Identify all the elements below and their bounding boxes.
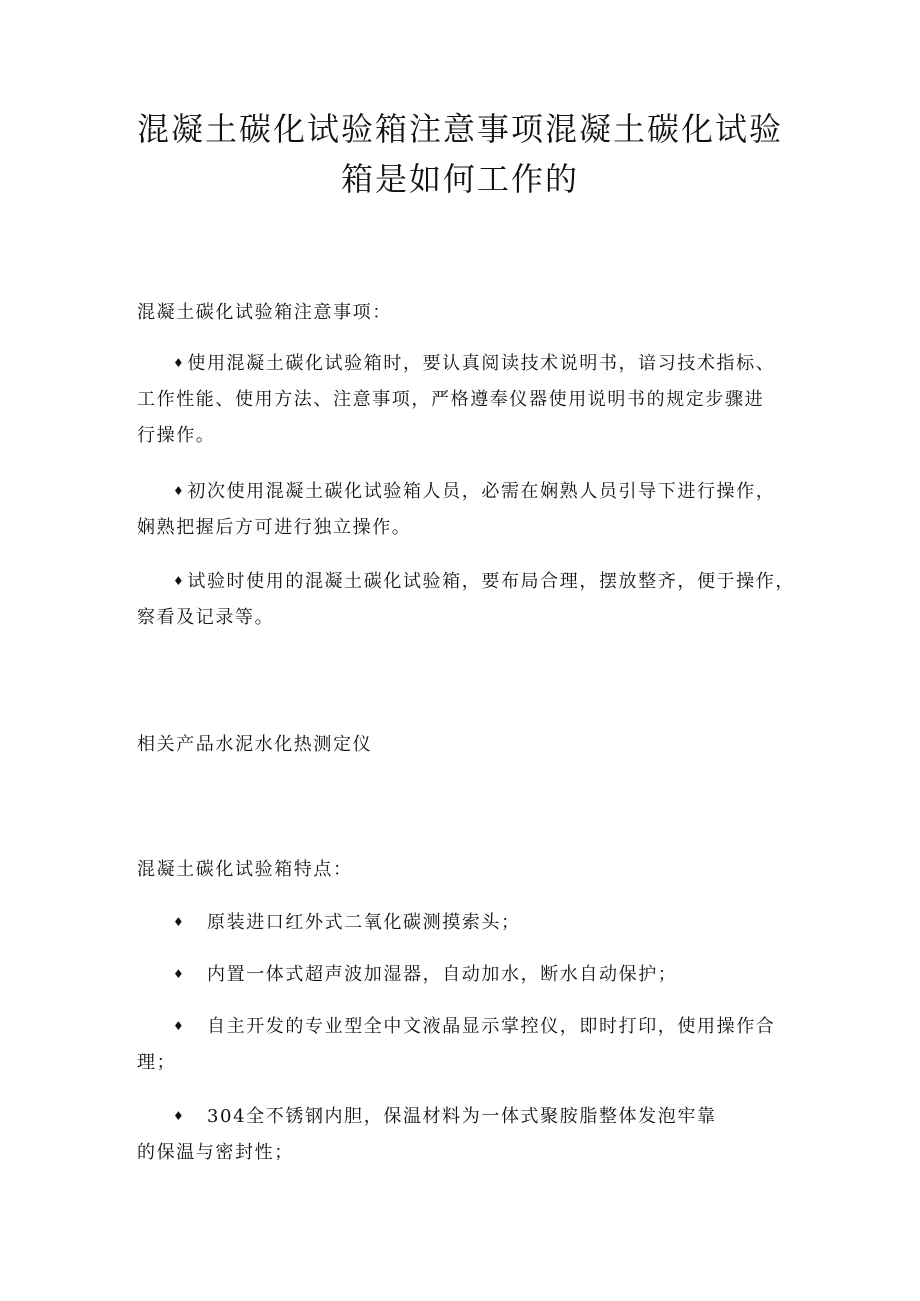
diamond-bullet-icon: ♦ bbox=[173, 915, 186, 929]
section1-item-2: ♦ 初次使用混凝土碳化试验箱人员，必需在娴熟人员引导下进行操作， 娴熟把握后方可进行独立操作。 bbox=[137, 473, 797, 546]
diamond-bullet-icon: ♦ bbox=[173, 574, 186, 588]
related-product: 相关产品水泥水化热测定仪 bbox=[137, 734, 373, 755]
diamond-bullet-icon: ♦ bbox=[173, 356, 186, 370]
section2-item-4: ♦ 304全不锈钢内胆，保温材料为一体式聚胺脂整体发泡牢靠 的保温与密封性； bbox=[137, 1098, 817, 1171]
title-line-2: 箱是如何工作的 bbox=[340, 160, 579, 198]
section1-item-3: ♦ 试验时使用的混凝土碳化试验箱，要布局合理，摆放整齐，便于操作， 察看及记录等。 bbox=[137, 563, 797, 636]
section1-item-1: ♦ 使用混凝土碳化试验箱时，要认真阅读技术说明书，谙习技术指标、 工作性能、使用方法、注意事项，严格遵奉仪器使用说明书的规定步骤进 行操作。 bbox=[137, 345, 797, 454]
section2-heading: 混凝土碳化试验箱特点： bbox=[137, 859, 353, 880]
diamond-bullet-icon: ♦ bbox=[173, 1019, 186, 1033]
section1-heading: 混凝土碳化试验箱注意事项： bbox=[137, 302, 392, 323]
document-title bbox=[130, 104, 790, 204]
diamond-bullet-icon: ♦ bbox=[173, 484, 186, 498]
title-line-1: 混凝土碳化试验箱注意事项混凝土碳化试验 bbox=[136, 110, 783, 148]
diamond-bullet-icon: ♦ bbox=[173, 967, 186, 981]
section2-item-1: ♦ 原装进口红外式二氧化碳测摸索头； bbox=[137, 904, 817, 941]
section2-item-2: ♦ 内置一体式超声波加湿器，自动加水，断水自动保护； bbox=[137, 956, 817, 993]
section2-item-3: ♦ 自主开发的专业型全中文液晶显示掌控仪，即时打印，使用操作合 理； bbox=[137, 1008, 817, 1081]
diamond-bullet-icon: ♦ bbox=[173, 1109, 186, 1123]
